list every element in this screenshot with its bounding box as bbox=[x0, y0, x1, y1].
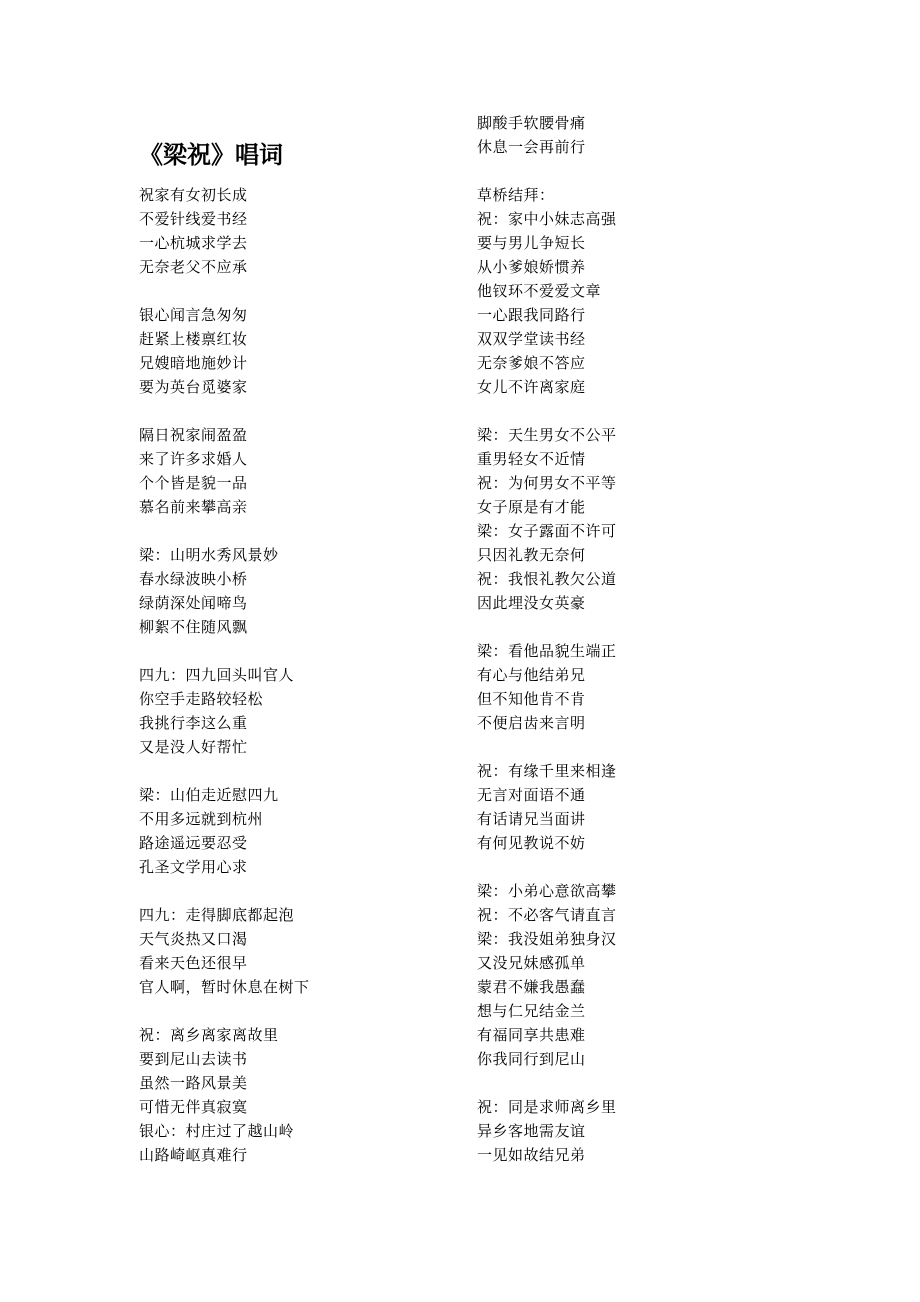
verse-line: 有话请兄当面讲 bbox=[477, 810, 586, 828]
stanza bbox=[477, 111, 777, 159]
verse-line: 女儿不许离家庭 bbox=[477, 378, 586, 396]
verse-line: 官人啊，暂时休息在树下 bbox=[139, 978, 310, 996]
stanza bbox=[139, 783, 439, 879]
verse-line: 无言对面语不通 bbox=[477, 786, 586, 804]
verse-line: 银心：村庄过了越山岭 bbox=[139, 1122, 295, 1140]
stanza bbox=[139, 903, 439, 999]
stanza bbox=[477, 879, 777, 1071]
verse-line: 赶紧上楼禀红妆 bbox=[139, 330, 248, 348]
verse-line: 祝：我恨礼教欠公道 bbox=[477, 570, 617, 588]
verse-line: 要为英台觅婆家 bbox=[139, 378, 248, 396]
verse-line: 梁：山伯走近慰四九 bbox=[139, 786, 279, 804]
verse-line: 四九：走得脚底都起泡 bbox=[139, 906, 295, 924]
verse-line: 要与男儿争短长 bbox=[477, 234, 586, 252]
verse-line: 从小爹娘娇惯养 bbox=[477, 258, 586, 276]
stanza bbox=[139, 543, 439, 639]
verse-line: 天气炎热又口渴 bbox=[139, 930, 248, 948]
right-column bbox=[477, 111, 777, 1167]
verse-line: 路途遥远要忍受 bbox=[139, 834, 248, 852]
verse-line: 但不知他肯不肯 bbox=[477, 690, 586, 708]
verse-line: 梁：小弟心意欲高攀 bbox=[477, 882, 617, 900]
verse-line: 兄嫂暗地施妙计 bbox=[139, 354, 248, 372]
verse-line: 一见如故结兄弟 bbox=[477, 1146, 586, 1164]
stanza bbox=[139, 183, 439, 279]
verse-line: 祝：为何男女不平等 bbox=[477, 474, 617, 492]
verse-line: 四九：四九回头叫官人 bbox=[139, 666, 295, 684]
verse-line: 因此埋没女英豪 bbox=[477, 594, 586, 612]
verse-line: 女子原是有才能 bbox=[477, 498, 586, 516]
verse-line: 绿荫深处闻啼鸟 bbox=[139, 594, 248, 612]
verse-line: 祝：有缘千里来相逢 bbox=[477, 762, 617, 780]
verse-line: 梁：山明水秀风景妙 bbox=[139, 546, 279, 564]
verse-line: 一心杭城求学去 bbox=[139, 234, 248, 252]
stanza bbox=[139, 423, 439, 519]
verse-line: 他钗环不爱爱文章 bbox=[477, 282, 602, 300]
verse-line: 双双学堂读书经 bbox=[477, 330, 586, 348]
verse-line: 孔圣文学用心求 bbox=[139, 858, 248, 876]
verse-line: 山路崎岖真难行 bbox=[139, 1146, 248, 1164]
stanza bbox=[477, 759, 777, 855]
verse-line: 梁：女子露面不许可 bbox=[477, 522, 617, 540]
verse-line: 不用多远就到杭州 bbox=[139, 810, 264, 828]
verse-line: 重男轻女不近情 bbox=[477, 450, 586, 468]
stanza bbox=[477, 183, 777, 399]
verse-line: 来了许多求婚人 bbox=[139, 450, 248, 468]
verse-line: 虽然一路风景美 bbox=[139, 1074, 248, 1092]
document-title: 《梁祝》唱词 bbox=[139, 140, 283, 169]
verse-line: 春水绿波映小桥 bbox=[139, 570, 248, 588]
stanza bbox=[139, 1023, 439, 1167]
verse-line: 银心闻言急匆匆 bbox=[139, 306, 248, 324]
verse-line: 隔日祝家闹盈盈 bbox=[139, 426, 248, 444]
verse-line: 慕名前来攀高亲 bbox=[139, 498, 248, 516]
verse-line: 我挑行李这么重 bbox=[139, 714, 248, 732]
verse-line: 一心跟我同路行 bbox=[477, 306, 586, 324]
verse-line: 看来天色还很早 bbox=[139, 954, 248, 972]
verse-line: 梁：天生男女不公平 bbox=[477, 426, 617, 444]
verse-line: 草桥结拜： bbox=[477, 186, 555, 204]
verse-line: 蒙君不嫌我愚蠢 bbox=[477, 978, 586, 996]
verse-line: 祝家有女初长成 bbox=[139, 186, 248, 204]
verse-line: 想与仁兄结金兰 bbox=[477, 1002, 586, 1020]
stanza bbox=[139, 303, 439, 399]
verse-line: 不便启齿来言明 bbox=[477, 714, 586, 732]
verse-line: 只因礼教无奈何 bbox=[477, 546, 586, 564]
verse-line: 有福同享共患难 bbox=[477, 1026, 586, 1044]
verse-line: 要到尼山去读书 bbox=[139, 1050, 248, 1068]
verse-line: 柳絮不住随风飘 bbox=[139, 618, 248, 636]
verse-line: 不爱针线爱书经 bbox=[139, 210, 248, 228]
verse-line: 又没兄妹感孤单 bbox=[477, 954, 586, 972]
verse-line: 祝：不必客气请直言 bbox=[477, 906, 617, 924]
verse-line: 异乡客地需友谊 bbox=[477, 1122, 586, 1140]
verse-line: 个个皆是貌一品 bbox=[139, 474, 248, 492]
verse-line: 有心与他结弟兄 bbox=[477, 666, 586, 684]
verse-line: 可惜无伴真寂寞 bbox=[139, 1098, 248, 1116]
stanza bbox=[477, 639, 777, 735]
verse-line: 梁：看他品貌生端正 bbox=[477, 642, 617, 660]
verse-line: 祝：同是求师离乡里 bbox=[477, 1098, 617, 1116]
verse-line: 祝：离乡离家离故里 bbox=[139, 1026, 279, 1044]
stanza bbox=[477, 423, 777, 615]
verse-line: 脚酸手软腰骨痛 bbox=[477, 114, 586, 132]
verse-line: 无奈老父不应承 bbox=[139, 258, 248, 276]
verse-line: 祝：家中小妹志高强 bbox=[477, 210, 617, 228]
verse-line: 无奈爹娘不答应 bbox=[477, 354, 586, 372]
stanza bbox=[139, 663, 439, 759]
verse-line: 梁：我没姐弟独身汉 bbox=[477, 930, 617, 948]
left-column bbox=[139, 183, 439, 1167]
verse-line: 休息一会再前行 bbox=[477, 138, 586, 156]
verse-line: 你空手走路较轻松 bbox=[139, 690, 264, 708]
stanza bbox=[477, 1095, 777, 1167]
verse-line: 你我同行到尼山 bbox=[477, 1050, 586, 1068]
verse-line: 有何见教说不妨 bbox=[477, 834, 586, 852]
verse-line: 又是没人好帮忙 bbox=[139, 738, 248, 756]
